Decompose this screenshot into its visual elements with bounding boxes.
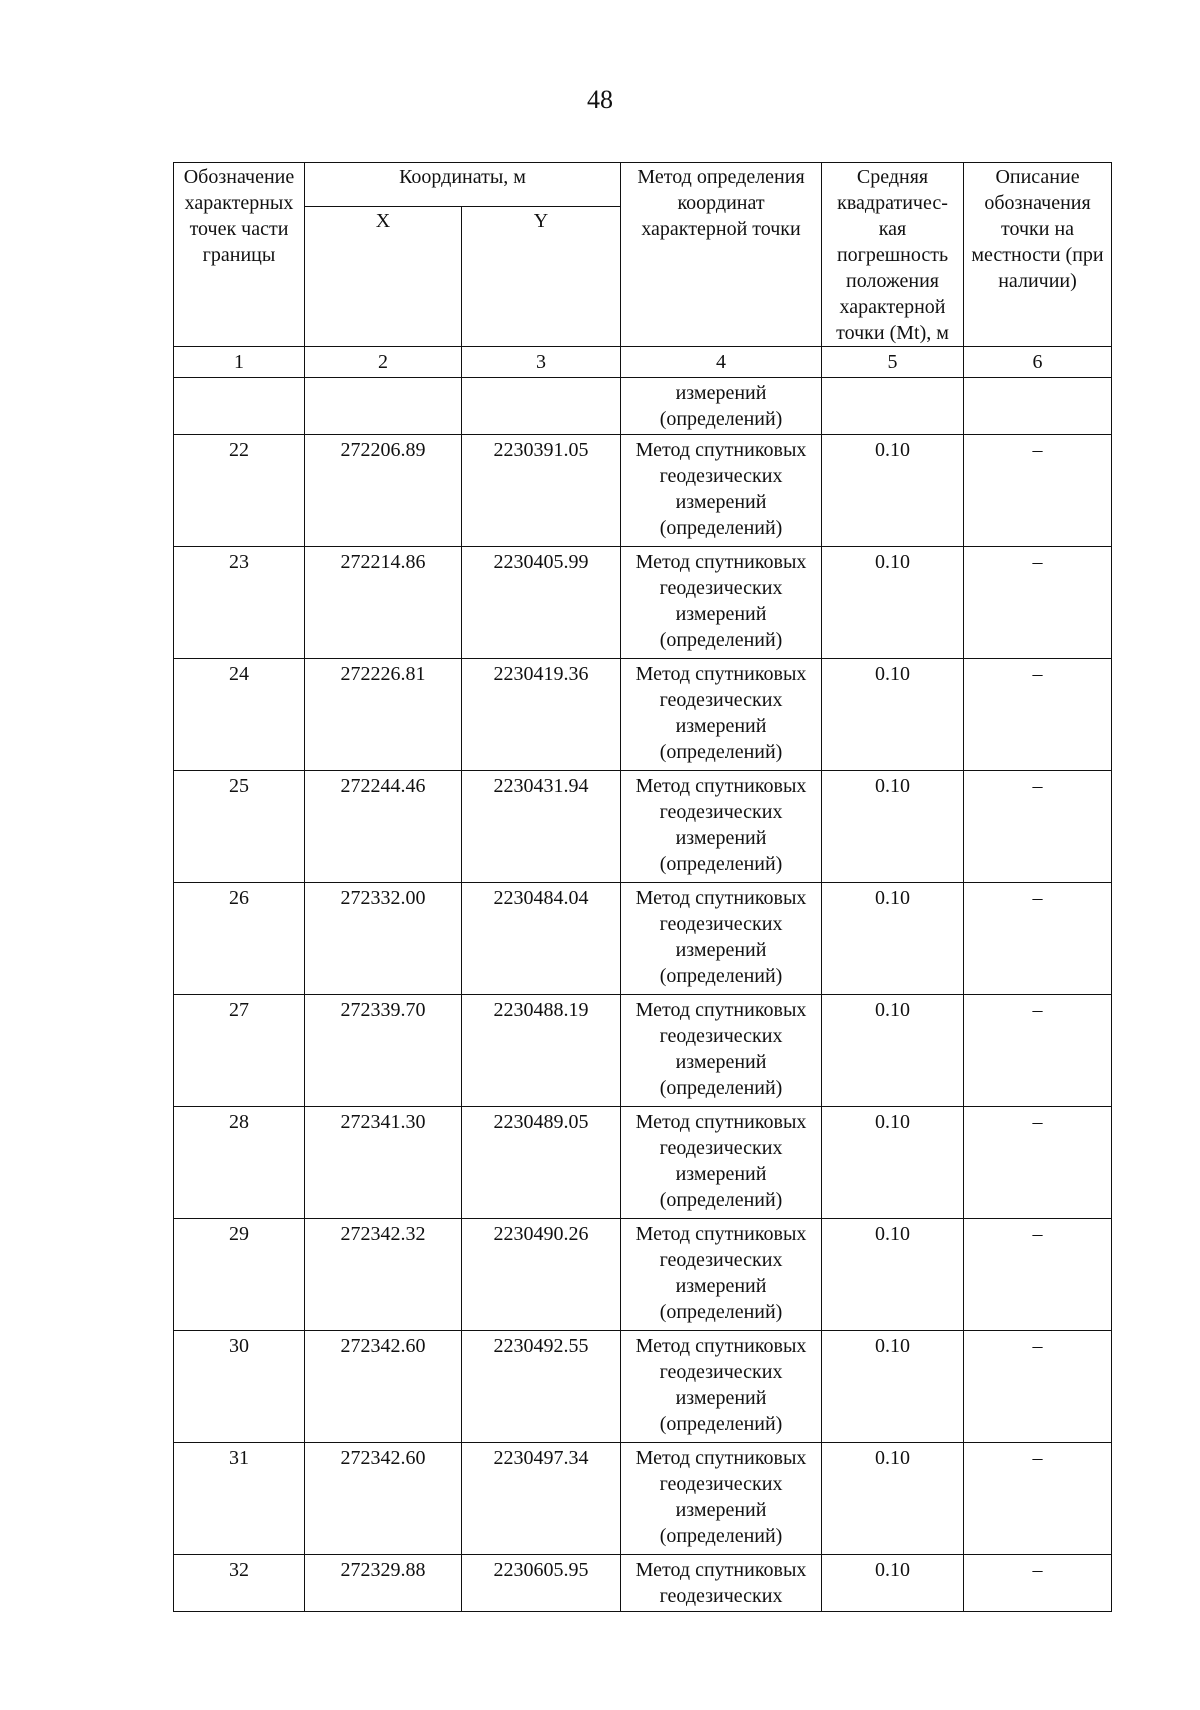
point-cell: 22 [174, 435, 305, 547]
table-row [174, 1331, 1112, 1443]
y-coordinate-cell: 2230419.36 [462, 659, 621, 771]
x-coordinate-cell: 272342.60 [305, 1443, 462, 1555]
table-row [174, 659, 1112, 771]
y-coordinate-cell: 2230484.04 [462, 883, 621, 995]
error-cell: 0.10 [822, 659, 964, 771]
column-number: 1 [174, 347, 305, 378]
table-row [174, 1443, 1112, 1555]
x-coordinate-cell: 272342.32 [305, 1219, 462, 1331]
y-coordinate-cell: 2230405.99 [462, 547, 621, 659]
y-coordinate-cell: 2230431.94 [462, 771, 621, 883]
table-row [174, 435, 1112, 547]
table-row [174, 1107, 1112, 1219]
method-cell: Метод спутниковых геодезических измерений (определений) [621, 883, 822, 995]
point-cell: 23 [174, 547, 305, 659]
error-cell: 0.10 [822, 435, 964, 547]
table-row [174, 547, 1112, 659]
table-row [174, 1555, 1112, 1612]
method-cell: Метод спутниковых геодезических измерений (определений) [621, 1219, 822, 1331]
header-description: Описание обозначения точки на местности (при наличии) [964, 163, 1112, 347]
x-coordinate-cell: 272206.89 [305, 435, 462, 547]
error-cell: 0.10 [822, 1107, 964, 1219]
point-cell: 32 [174, 1555, 305, 1612]
description-cell: – [964, 1219, 1112, 1331]
x-coordinate-cell: 272244.46 [305, 771, 462, 883]
method-cell: Метод спутниковых геодезических измерений (определений) [621, 1443, 822, 1555]
point-cell: 28 [174, 1107, 305, 1219]
error-cell: 0.10 [822, 883, 964, 995]
description-cell: – [964, 547, 1112, 659]
coordinates-table [173, 162, 1112, 1612]
header-point: Обозначение характерных точек части границы [174, 163, 305, 347]
description-cell: – [964, 1331, 1112, 1443]
header-x: X [305, 207, 462, 347]
description-cell: – [964, 883, 1112, 995]
method-cell: Метод спутниковых геодезических измерений (определений) [621, 995, 822, 1107]
page-number: 48 [587, 85, 613, 114]
point-cell: 31 [174, 1443, 305, 1555]
column-number: 6 [964, 347, 1112, 378]
description-cell: – [964, 659, 1112, 771]
description-cell: – [964, 435, 1112, 547]
column-number: 2 [305, 347, 462, 378]
header-method: Метод определения координат характерной точки [621, 163, 822, 347]
y-coordinate-cell: 2230488.19 [462, 995, 621, 1107]
header-coordinates: Координаты, м [305, 163, 621, 207]
point-cell: 26 [174, 883, 305, 995]
description-cell: – [964, 1107, 1112, 1219]
method-cell: Метод спутниковых геодезических [621, 1555, 822, 1612]
description-cell: – [964, 771, 1112, 883]
point-cell: 25 [174, 771, 305, 883]
y-coordinate-cell: 2230492.55 [462, 1331, 621, 1443]
y-coordinate-cell: 2230497.34 [462, 1443, 621, 1555]
table-row-continuation [174, 378, 1112, 435]
method-cell: Метод спутниковых геодезических измерений (определений) [621, 771, 822, 883]
error-cell: 0.10 [822, 995, 964, 1107]
x-coordinate-cell: 272329.88 [305, 1555, 462, 1612]
x-coordinate-cell: 272332.00 [305, 883, 462, 995]
method-cell: Метод спутниковых геодезических измерений (определений) [621, 659, 822, 771]
x-coordinate-cell: 272226.81 [305, 659, 462, 771]
point-cell: 24 [174, 659, 305, 771]
point-cell: 30 [174, 1331, 305, 1443]
method-cell: Метод спутниковых геодезических измерений (определений) [621, 435, 822, 547]
error-cell: 0.10 [822, 1443, 964, 1555]
table-row [174, 995, 1112, 1107]
x-coordinate-cell: 272341.30 [305, 1107, 462, 1219]
table-row [174, 771, 1112, 883]
table-row [174, 883, 1112, 995]
description-cell: – [964, 1443, 1112, 1555]
description-cell: – [964, 1555, 1112, 1612]
method-cell: Метод спутниковых геодезических измерений (определений) [621, 547, 822, 659]
x-coordinate-cell: 272342.60 [305, 1331, 462, 1443]
header-y: Y [462, 207, 621, 347]
column-number: 5 [822, 347, 964, 378]
column-number: 4 [621, 347, 822, 378]
point-cell: 29 [174, 1219, 305, 1331]
y-coordinate-cell: 2230490.26 [462, 1219, 621, 1331]
point-cell: 27 [174, 995, 305, 1107]
x-coordinate-cell: 272339.70 [305, 995, 462, 1107]
y-coordinate-cell: 2230391.05 [462, 435, 621, 547]
y-coordinate-cell: 2230605.95 [462, 1555, 621, 1612]
error-cell: 0.10 [822, 771, 964, 883]
error-cell: 0.10 [822, 1219, 964, 1331]
description-cell: – [964, 995, 1112, 1107]
error-cell: 0.10 [822, 547, 964, 659]
error-cell: 0.10 [822, 1331, 964, 1443]
method-cell: Метод спутниковых геодезических измерений (определений) [621, 1107, 822, 1219]
method-cell: измерений (определений) [621, 378, 822, 435]
x-coordinate-cell: 272214.86 [305, 547, 462, 659]
error-cell: 0.10 [822, 1555, 964, 1612]
table-row [174, 1219, 1112, 1331]
header-error: Средняя квадратичес-кая погрешность положения характерной точки (Mt), м [822, 163, 964, 347]
column-number: 3 [462, 347, 621, 378]
method-cell: Метод спутниковых геодезических измерений (определений) [621, 1331, 822, 1443]
y-coordinate-cell: 2230489.05 [462, 1107, 621, 1219]
